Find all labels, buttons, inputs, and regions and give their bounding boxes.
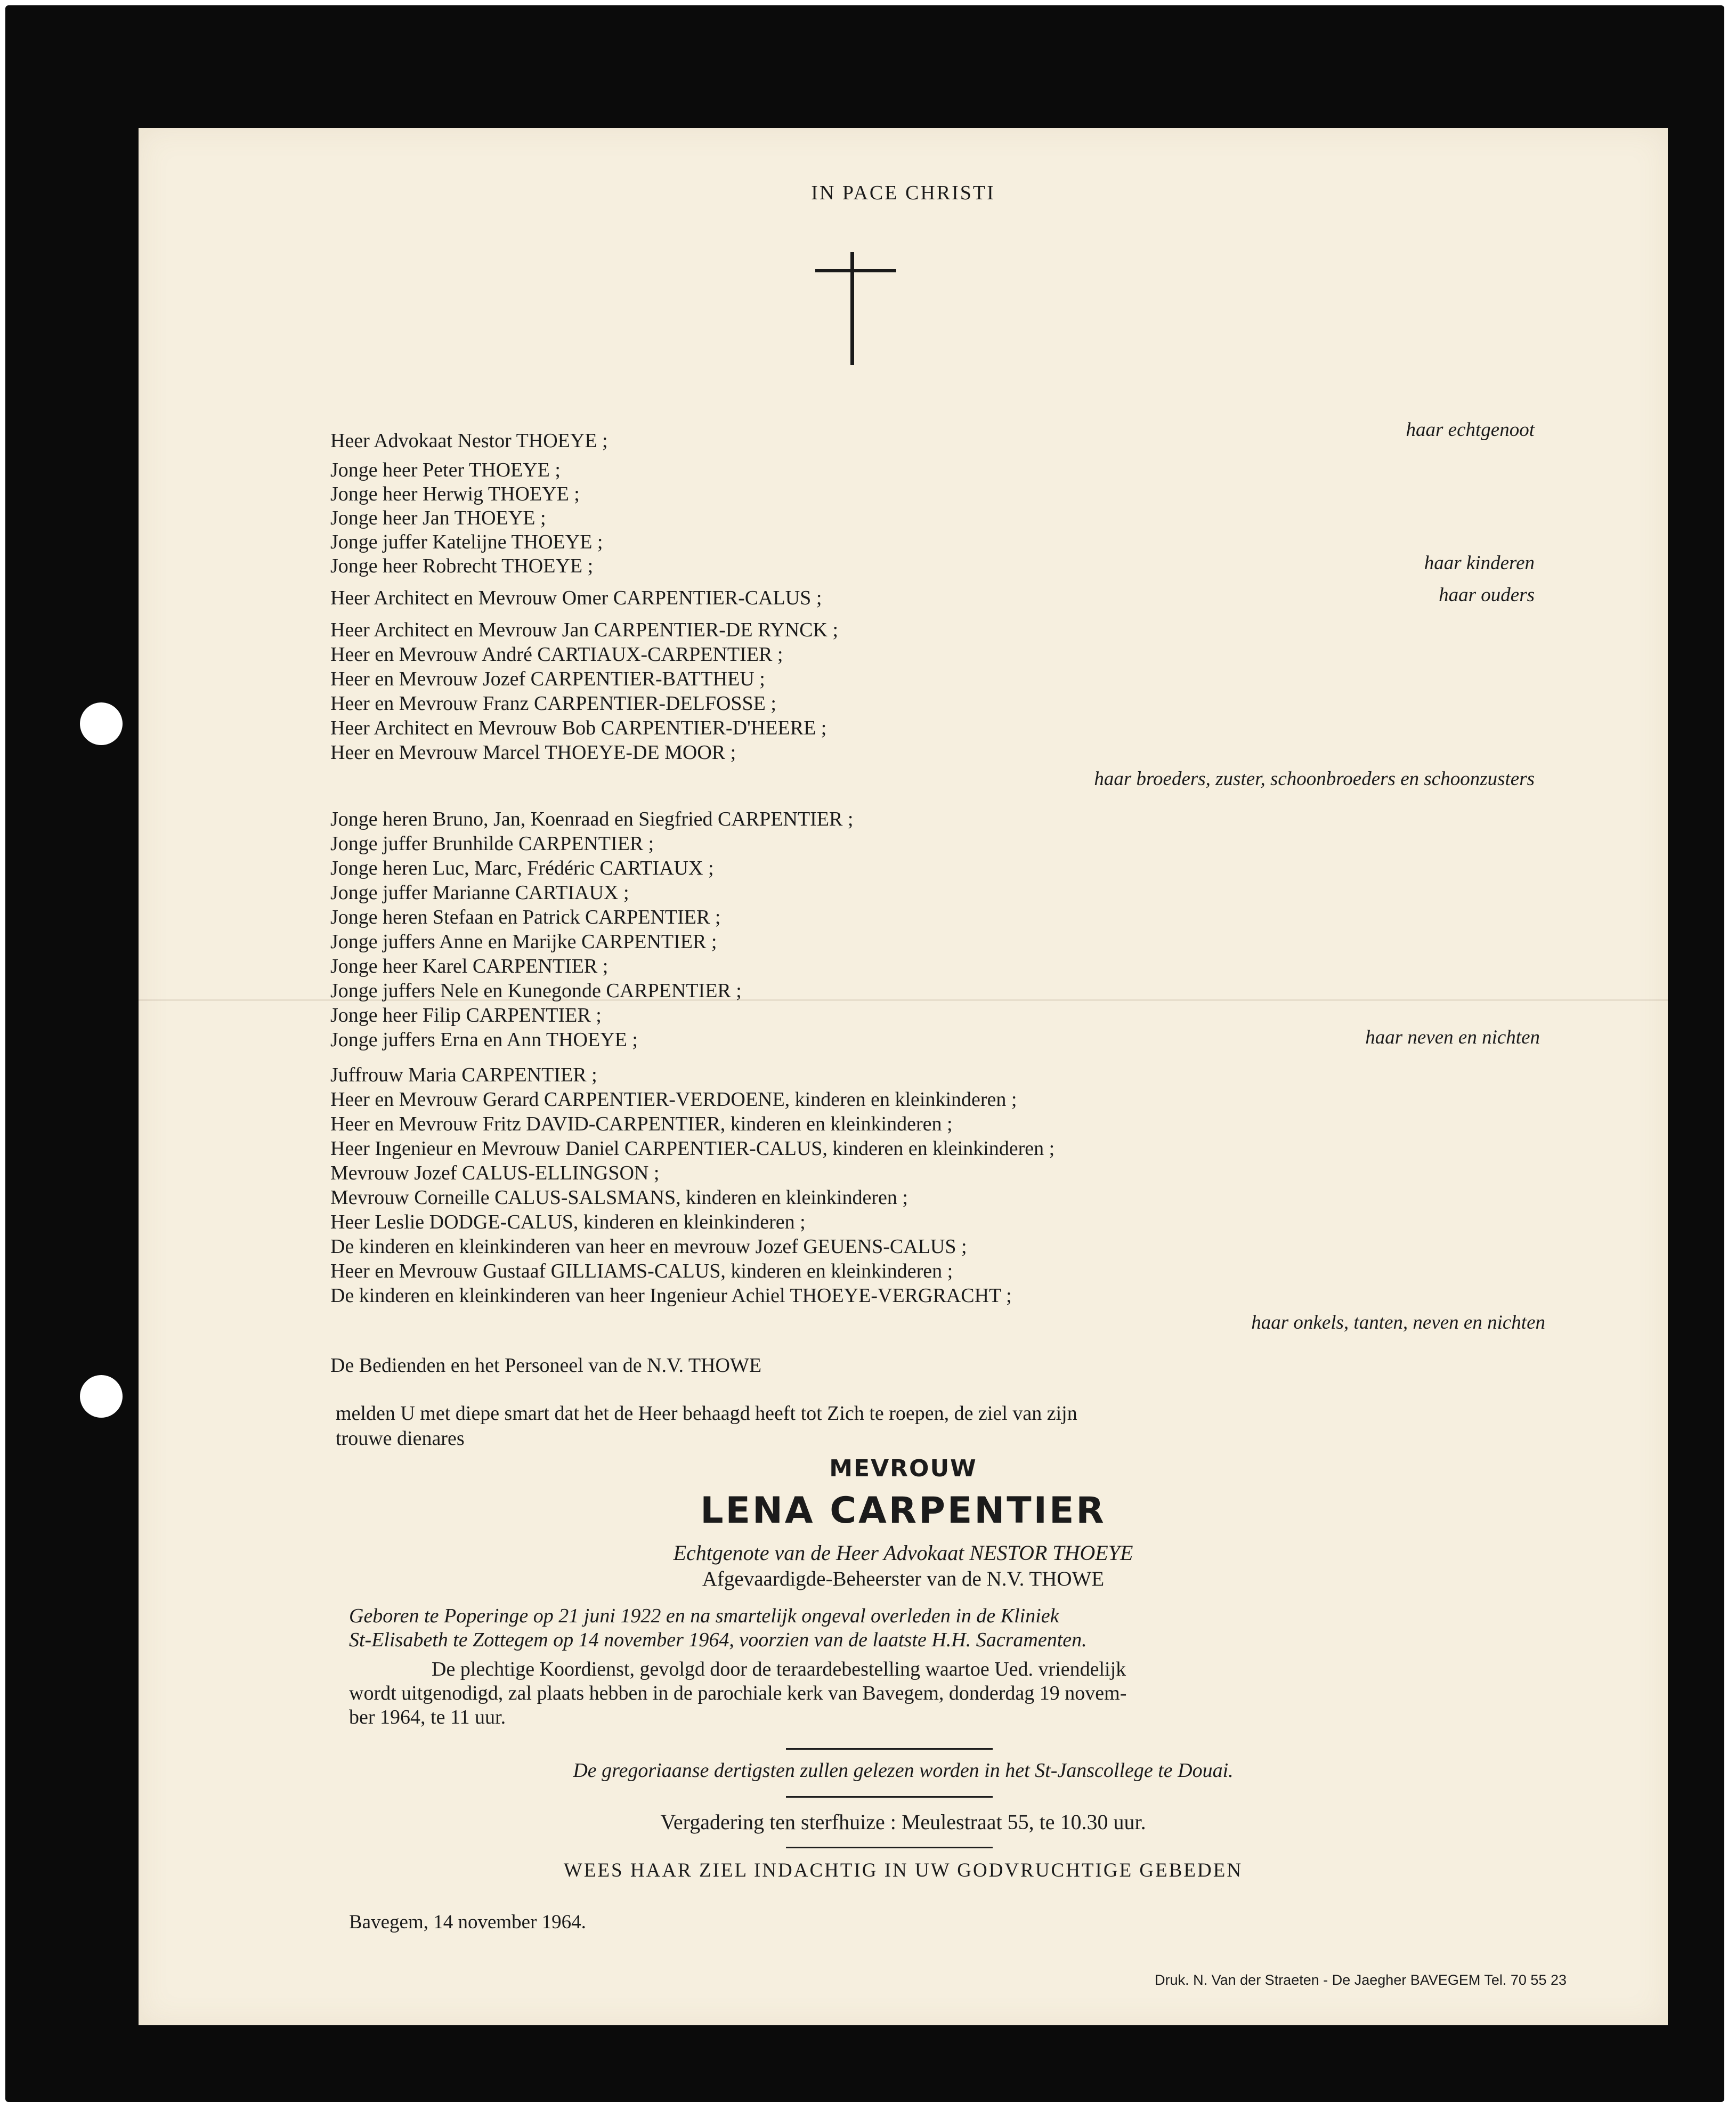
- deceased-spouse: Echtgenote van de Heer Advokaat NESTOR THOEYE: [673, 1541, 1133, 1565]
- deceased-function: Afgevaardigde-Beheerster van de N.V. THOWE: [702, 1567, 1105, 1590]
- mourner-line: Jonge heren Bruno, Jan, Koenraad en Siegfried CARPENTIER ;: [330, 808, 854, 830]
- mourner-line: Jonge juffer Katelijne THOEYE ;: [330, 531, 603, 553]
- mourner-line: De Bedienden en het Personeel van de N.V. THOWE: [330, 1354, 762, 1377]
- divider: [786, 1748, 993, 1750]
- mourner-line: Heer en Mevrouw Marcel THOEYE-DE MOOR ;: [330, 741, 736, 764]
- mourner-line: Jonge juffer Marianne CARTIAUX ;: [330, 882, 629, 904]
- mourner-line: Jonge juffer Brunhilde CARPENTIER ;: [330, 832, 654, 855]
- relation-label: haar onkels, tanten, neven en nichten: [1251, 1312, 1545, 1333]
- mourner-line: Heer en Mevrouw Fritz DAVID-CARPENTIER, kinderen en kleinkinderen ;: [330, 1113, 953, 1135]
- mourner-line: Heer en Mevrouw Gerard CARPENTIER-VERDOENE, kinderen en kleinkinderen ;: [330, 1088, 1017, 1111]
- announcement-line: trouwe dienares: [336, 1427, 465, 1450]
- divider: [786, 1847, 993, 1848]
- mourner-line: Jonge heer Jan THOEYE ;: [330, 507, 546, 529]
- mourner-line: Jonge heer Filip CARPENTIER ;: [330, 1004, 602, 1026]
- deceased-title: MEVROUW: [829, 1455, 977, 1482]
- birth-death-line: St-Elisabeth te Zottegem op 14 november 1964, voorzien van de laatste H.H. Sacramenten.: [349, 1629, 1087, 1651]
- mourner-line: Jonge heer Karel CARPENTIER ;: [330, 955, 609, 977]
- mourner-line: Jonge heer Robrecht THOEYE ;: [330, 555, 594, 577]
- relation-label: haar echtgenoot: [1406, 419, 1535, 441]
- mourner-line: Heer Architect en Mevrouw Jan CARPENTIER-DE RYNCK ;: [330, 619, 839, 641]
- service-line: ber 1964, te 11 uur.: [349, 1706, 506, 1728]
- mourner-line: De kinderen en kleinkinderen van heer Ingenieur Achiel THOEYE-VERGRACHT ;: [330, 1284, 1012, 1307]
- deceased-name: LENA CARPENTIER: [700, 1490, 1106, 1532]
- mourner-line: Heer en Mevrouw André CARTIAUX-CARPENTIER ;: [330, 643, 783, 666]
- mourner-line: Mevrouw Corneille CALUS-SALSMANS, kinderen en kleinkinderen ;: [330, 1186, 908, 1209]
- printer-imprint: Druk. N. Van der Straeten - De Jaegher BAVEGEM Tel. 70 55 23: [1155, 1972, 1567, 1988]
- in-pace-heading: IN PACE CHRISTI: [811, 182, 995, 204]
- date-place: Bavegem, 14 november 1964.: [349, 1911, 586, 1933]
- divider: [786, 1796, 993, 1798]
- service-line: wordt uitgenodigd, zal plaats hebben in de parochiale kerk van Bavegem, donderdag 19 novem-: [349, 1682, 1127, 1704]
- mourner-line: Heer Architect en Mevrouw Omer CARPENTIER-CALUS ;: [330, 587, 822, 609]
- service-line: De plechtige Koordienst, gevolgd door de teraardebestelling waartoe Ued. vriendelijk: [432, 1658, 1126, 1680]
- black-mourning-frame: [5, 5, 1724, 2102]
- mourner-line: Jonge heer Peter THOEYE ;: [330, 459, 561, 481]
- relation-label: haar ouders: [1439, 584, 1535, 606]
- mourner-line: Jonge juffers Nele en Kunegonde CARPENTIER ;: [330, 980, 742, 1002]
- binder-hole-bottom: [80, 1375, 123, 1418]
- mourner-line: Jonge juffers Erna en Ann THOEYE ;: [330, 1029, 638, 1051]
- mourner-line: Heer Ingenieur en Mevrouw Daniel CARPENTIER-CALUS, kinderen en kleinkinderen ;: [330, 1137, 1055, 1160]
- mourner-line: Heer en Mevrouw Jozef CARPENTIER-BATTHEU ;: [330, 668, 765, 690]
- prayer-line: WEES HAAR ZIEL INDACHTIG IN UW GODVRUCHTIGE GEBEDEN: [563, 1860, 1243, 1881]
- relation-label: haar neven en nichten: [1365, 1026, 1540, 1048]
- mourner-line: Heer Leslie DODGE-CALUS, kinderen en kleinkinderen ;: [330, 1211, 806, 1233]
- mourner-line: Mevrouw Jozef CALUS-ELLINGSON ;: [330, 1162, 660, 1184]
- mourner-line: Jonge heren Stefaan en Patrick CARPENTIER ;: [330, 906, 721, 928]
- mourner-line: Heer Advokaat Nestor THOEYE ;: [330, 430, 608, 452]
- birth-death-line: Geboren te Poperinge op 21 juni 1922 en na smartelijk ongeval overleden in de Kliniek: [349, 1605, 1059, 1627]
- relation-label: haar kinderen: [1424, 552, 1535, 574]
- binder-hole-top: [80, 702, 123, 745]
- meeting-note: Vergadering ten sterfhuize : Meulestraat 55, te 10.30 uur.: [660, 1810, 1146, 1834]
- mourner-line: Jonge juffers Anne en Marijke CARPENTIER ;: [330, 931, 717, 953]
- mourner-line: Juffrouw Maria CARPENTIER ;: [330, 1064, 597, 1086]
- mourner-line: Jonge heren Luc, Marc, Frédéric CARTIAUX ;: [330, 857, 714, 879]
- mourner-line: Heer en Mevrouw Franz CARPENTIER-DELFOSSE ;: [330, 692, 776, 715]
- announcement-line: melden U met diepe smart dat het de Heer behaagd heeft tot Zich te roepen, de ziel van zijn: [336, 1402, 1077, 1425]
- relation-label: haar broeders, zuster, schoonbroeders en schoonzusters: [1094, 768, 1535, 790]
- mourner-line: Jonge heer Herwig THOEYE ;: [330, 483, 580, 505]
- mourner-line: Heer Architect en Mevrouw Bob CARPENTIER-D'HEERE ;: [330, 717, 827, 739]
- death-notice-paper: [139, 128, 1668, 2025]
- mourner-line: Heer en Mevrouw Gustaaf GILLIAMS-CALUS, kinderen en kleinkinderen ;: [330, 1260, 953, 1282]
- gregorian-note: De gregoriaanse dertigsten zullen gelezen worden in het St-Janscollege te Douai.: [573, 1759, 1234, 1782]
- mourner-line: De kinderen en kleinkinderen van heer en mevrouw Jozef GEUENS-CALUS ;: [330, 1235, 967, 1258]
